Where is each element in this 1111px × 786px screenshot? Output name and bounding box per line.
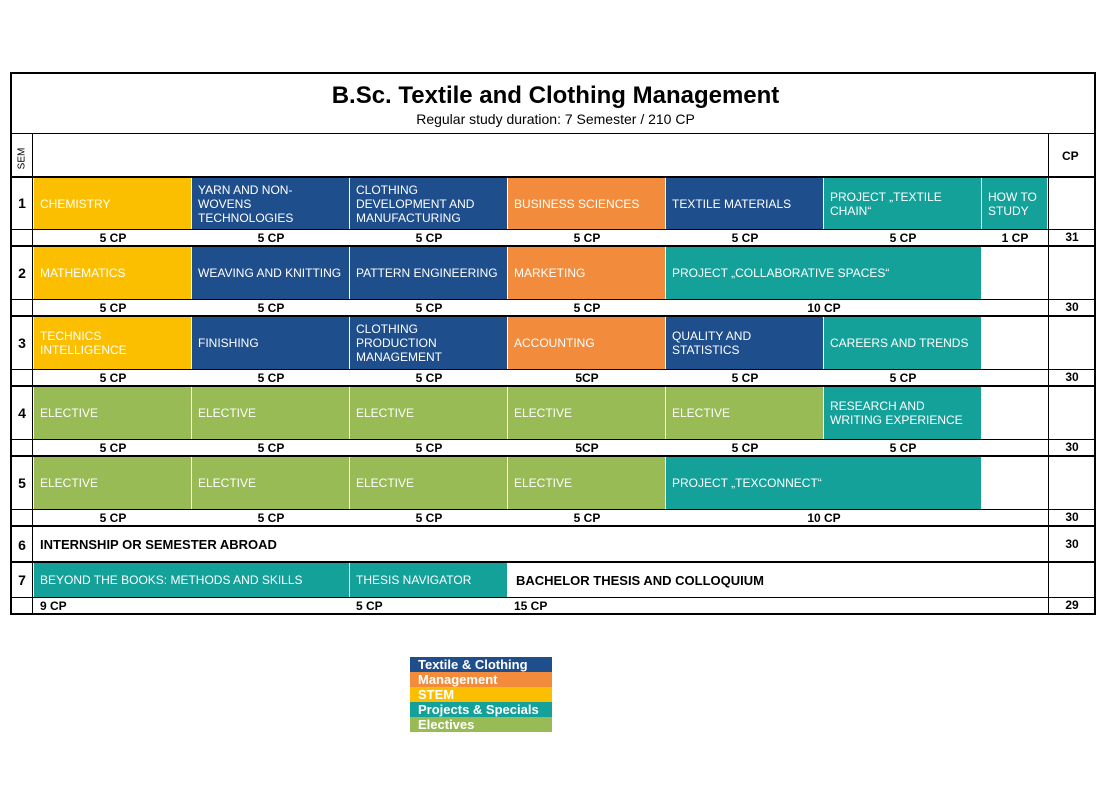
- semester-number: 3: [18, 335, 26, 351]
- cp-cell: 5 CP: [415, 300, 443, 315]
- semester-total-cp: 31: [1065, 230, 1079, 244]
- cp-cell: 5 CP: [415, 510, 443, 525]
- module-cell: CLOTHING PRODUCTION MANAGEMENT: [350, 317, 508, 369]
- module-cell: CAREERS AND TRENDS: [824, 317, 982, 369]
- cp-cell: 5 CP: [257, 370, 285, 385]
- legend-item: Management: [410, 672, 552, 687]
- module-cell: CHEMISTRY: [34, 178, 192, 229]
- cp-cell: 5 CP: [99, 300, 127, 315]
- cp-cell: 9 CP: [40, 598, 67, 613]
- cp-cell: 5 CP: [889, 230, 917, 245]
- cp-cell: 5 CP: [573, 510, 601, 525]
- cp-cell: 5CP: [575, 370, 599, 385]
- cp-cell: 5 CP: [731, 230, 759, 245]
- semester-total-cp: 30: [1065, 510, 1079, 524]
- internship-cell: INTERNSHIP OR SEMESTER ABROAD: [40, 536, 277, 552]
- semester-total-cp: 30: [1065, 300, 1079, 314]
- module-cell: PATTERN ENGINEERING: [350, 247, 508, 299]
- module-cell: PROJECT „COLLABORATIVE SPACES“: [666, 247, 982, 299]
- cp-cell: 5 CP: [573, 230, 601, 245]
- module-cell: BUSINESS SCIENCES: [508, 178, 666, 229]
- cp-cell: 10 CP: [807, 510, 841, 525]
- semester-total-cp: 30: [1065, 537, 1079, 551]
- semester-total-cp: 30: [1065, 440, 1079, 454]
- module-cell: ELECTIVE: [192, 387, 350, 439]
- cp-cell: 5 CP: [99, 230, 127, 245]
- semester-total-cp: 29: [1065, 598, 1079, 612]
- module-cell: BEYOND THE BOOKS: METHODS AND SKILLS: [34, 563, 350, 597]
- semester-number: 7: [18, 572, 26, 588]
- cp-cell: 5 CP: [99, 440, 127, 455]
- module-cell: ELECTIVE: [34, 387, 192, 439]
- cp-cell: 5 CP: [415, 230, 443, 245]
- semester-number: 2: [18, 265, 26, 281]
- legend-item: Projects & Specials: [410, 702, 552, 717]
- cp-cell: 5 CP: [889, 370, 917, 385]
- module-cell: TEXTILE MATERIALS: [666, 178, 824, 229]
- page-subtitle: Regular study duration: 7 Semester / 210 CP: [416, 111, 695, 127]
- semester-number: 6: [18, 537, 26, 553]
- module-cell: PROJECT „TEXTILE CHAIN“: [824, 178, 982, 229]
- page-title: B.Sc. Textile and Clothing Management: [331, 82, 780, 109]
- module-cell: FINISHING: [192, 317, 350, 369]
- semester-number: 5: [18, 475, 26, 491]
- module-cell: QUALITY AND STATISTICS: [666, 317, 824, 369]
- module-cell: YARN AND NON-WOVENS TECHNOLOGIES: [192, 178, 350, 229]
- semester-number: 4: [18, 405, 26, 421]
- module-cell: RESEARCH AND WRITING EXPERIENCE: [824, 387, 982, 439]
- module-cell: MARKETING: [508, 247, 666, 299]
- cp-cell: 5 CP: [257, 300, 285, 315]
- module-cell: ELECTIVE: [666, 387, 824, 439]
- module-cell: MATHEMATICS: [34, 247, 192, 299]
- cp-cell: 5 CP: [356, 598, 383, 613]
- module-cell: ELECTIVE: [508, 457, 666, 509]
- legend-item: STEM: [410, 687, 552, 702]
- module-cell: HOW TO STUDY: [982, 178, 1048, 229]
- cp-cell: 5 CP: [99, 510, 127, 525]
- cp-cell: 5 CP: [257, 510, 285, 525]
- color-legend: [410, 657, 552, 732]
- module-cell: ACCOUNTING: [508, 317, 666, 369]
- cp-cell: 5 CP: [99, 370, 127, 385]
- module-cell: ELECTIVE: [350, 457, 508, 509]
- cp-cell: 5 CP: [257, 230, 285, 245]
- module-cell: ELECTIVE: [508, 387, 666, 439]
- thesis-cell: BACHELOR THESIS AND COLLOQUIUM: [516, 572, 764, 588]
- legend-item: Textile & Clothing: [410, 657, 552, 672]
- module-cell: PROJECT „TEXCONNECT“: [666, 457, 982, 509]
- cp-cell: 1 CP: [1001, 230, 1029, 245]
- cp-cell: 5CP: [575, 440, 599, 455]
- cp-cell: 5 CP: [573, 300, 601, 315]
- module-cell: ELECTIVE: [34, 457, 192, 509]
- cp-cell: 15 CP: [514, 598, 548, 613]
- legend-item: Electives: [410, 717, 552, 732]
- cp-cell: 10 CP: [807, 300, 841, 315]
- module-cell: TECHNICS INTELLIGENCE: [34, 317, 192, 369]
- module-cell: CLOTHING DEVELOPMENT AND MANUFACTURING: [350, 178, 508, 229]
- cp-cell: 5 CP: [415, 370, 443, 385]
- semester-number: 1: [18, 195, 26, 211]
- cp-cell: 5 CP: [415, 440, 443, 455]
- module-cell: WEAVING AND KNITTING: [192, 247, 350, 299]
- cp-column-header: CP: [1062, 149, 1079, 163]
- cp-cell: 5 CP: [257, 440, 285, 455]
- cp-cell: 5 CP: [731, 440, 759, 455]
- semester-total-cp: 30: [1065, 370, 1079, 384]
- module-cell: ELECTIVE: [350, 387, 508, 439]
- module-cell: ELECTIVE: [192, 457, 350, 509]
- cp-cell: 5 CP: [731, 370, 759, 385]
- cp-cell: 5 CP: [889, 440, 917, 455]
- module-cell: THESIS NAVIGATOR: [350, 563, 508, 597]
- sem-column-header: SEM: [16, 147, 28, 169]
